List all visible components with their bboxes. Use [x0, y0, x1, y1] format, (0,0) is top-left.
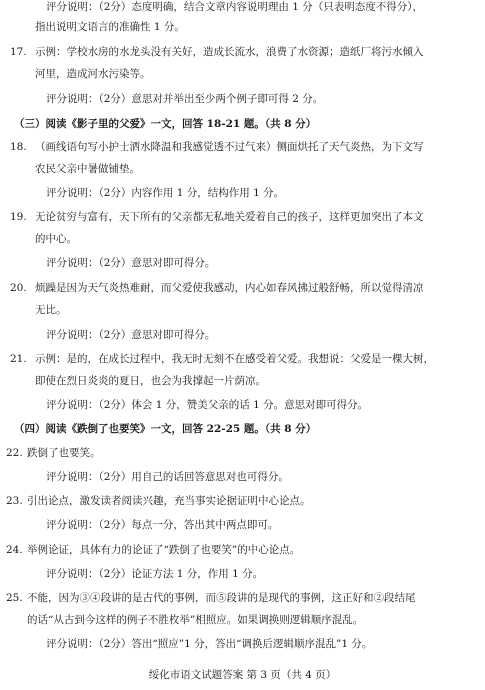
answer-25: 不能，因为③④段讲的是古代的事例，而⑤段讲的是现代的事例，这正好和②段结尾 — [27, 592, 416, 604]
page-footer: 绥化市语文试题答案 第 3 页（共 4 页） — [148, 669, 337, 681]
question-number-23: 23. — [6, 495, 23, 507]
scoring-note-24: 评分说明：（2分）论证方法 1 分，作用 1 分。 — [46, 568, 264, 580]
answer-18: （画线语句写小护士洒水降温和我感觉透不过气来）侧面烘托了天气炎热，为下文写 — [35, 141, 424, 153]
scoring-note-21: 评分说明：（2分）体会 1 分，赞美父亲的话 1 分。意思对即可得分。 — [46, 399, 369, 411]
answer-23: 引出论点，激发读者阅读兴趣，充当事实论据证明中心论点。 — [27, 495, 311, 507]
question-number-17: 17. — [10, 46, 27, 58]
answer-17-cont: 河里，造成河水污染等。 — [35, 68, 151, 80]
question-number-25: 25. — [6, 592, 23, 604]
section-4-heading: （四）阅读《跌倒了也要笑》一文，回答 22-25 题。（共 8 分） — [14, 423, 317, 435]
scoring-note-16: 评分说明：（2分）态度明确，结合文章内容说明理由 1 分（只表明态度不得分）， — [46, 1, 424, 13]
scoring-note-20: 评分说明：（2分）意思对即可得分。 — [46, 329, 216, 341]
answer-19: 无论贫穷与富有，天下所有的父亲都无私地关爱着自己的孩子，这样更加突出了本文 — [35, 211, 424, 223]
question-number-20: 20. — [10, 282, 27, 294]
answer-18-cont: 农民父亲中暑做铺垫。 — [35, 163, 140, 175]
question-number-19: 19. — [10, 211, 27, 223]
scoring-note-23: 评分说明：（2分）每点一分，答出其中两点即可。 — [46, 519, 279, 531]
answer-19-cont: 的中心。 — [35, 233, 77, 245]
answer-21: 示例：是的，在成长过程中，我无时无刻不在感受着父爱。我想说：父爱是一棵大树， — [35, 353, 434, 365]
question-number-21: 21. — [10, 353, 27, 365]
answer-20-cont: 无比。 — [35, 304, 67, 316]
answer-25-cont: 的话“从古到今这样的例子不胜枚举”相照应。如果调换则逻辑顺序混乱。 — [27, 614, 364, 626]
answer-22: 跌倒了也要笑。 — [27, 447, 101, 459]
scoring-note-22: 评分说明：（2分）用自己的话回答意思对也可得分。 — [46, 471, 289, 483]
answer-24: 举例论证，具体有力的论证了“跌倒了也要笑”的中心论点。 — [27, 544, 301, 556]
scoring-note-16-cont: 指出说明文语言的准确性 1 分。 — [35, 21, 185, 33]
answer-17: 示例：学校水房的水龙头没有关好，造成长流水，浪费了水资源；造纸厂将污水倾入 — [35, 46, 424, 58]
section-3-heading: （三）阅读《影子里的父爱》一文，回答 18-21 题。（共 8 分） — [14, 118, 317, 130]
scoring-note-25: 评分说明：（2分）答出“照应”1 分，答出“调换后逻辑顺序混乱”1 分。 — [46, 638, 373, 650]
answer-20: 烦躁是因为天气炎热难耐，而父爱使我感动，内心如春风拂过般舒畅，所以觉得清凉 — [35, 282, 424, 294]
scoring-note-18: 评分说明：（2分）内容作用 1 分，结构作用 1 分。 — [46, 187, 285, 199]
question-number-22: 22. — [6, 447, 23, 459]
question-number-18: 18. — [10, 141, 27, 153]
answer-21-cont: 即使在烈日炎炎的夏日，也会为我撑起一片荫凉。 — [35, 375, 266, 387]
question-number-24: 24. — [6, 544, 23, 556]
scoring-note-19: 评分说明：（2分）意思对即可得分。 — [46, 257, 216, 269]
scoring-note-17: 评分说明：（2分）意思对并举出至少两个例子即可得 2 分。 — [46, 93, 324, 105]
